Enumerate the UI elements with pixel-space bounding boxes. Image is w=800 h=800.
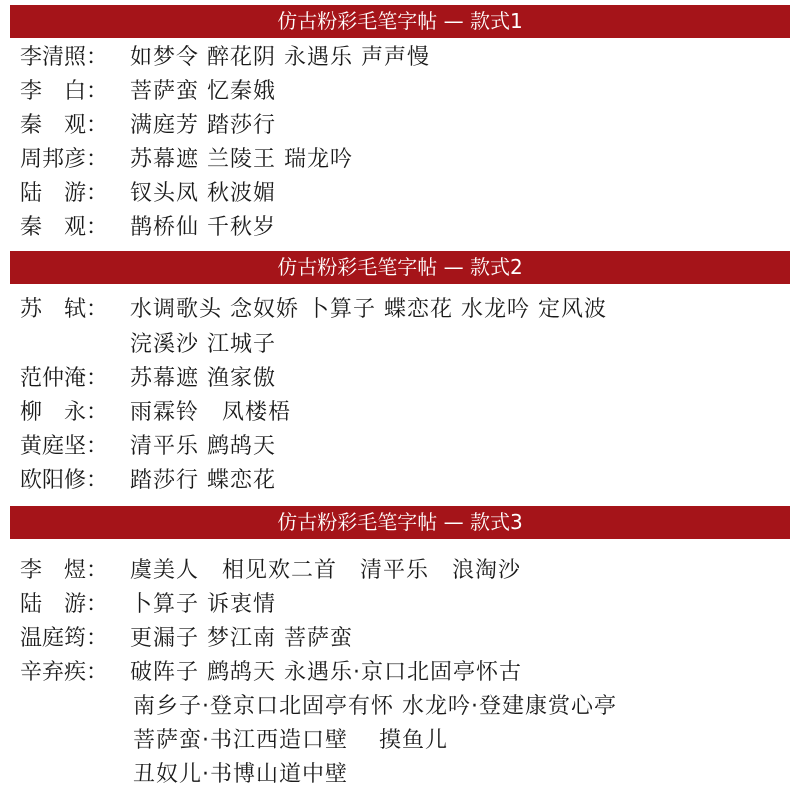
list-item <box>20 466 276 496</box>
list-item <box>20 213 276 243</box>
list-item <box>20 77 276 107</box>
section-3-header: 仿古粉彩毛笔字帖 — 款式3 <box>10 506 790 539</box>
list-item <box>20 111 276 141</box>
work-titles: 苏幕遮 渔家傲 <box>130 366 276 391</box>
work-titles-continued: 菩萨蛮·书江西造口壁 摸鱼儿 <box>133 728 448 753</box>
author-name: 周邦彦： <box>20 147 109 172</box>
list-item <box>20 145 353 175</box>
list-item <box>20 556 521 586</box>
author-name: 陆 游： <box>20 592 109 617</box>
work-titles-continued: 丑奴儿·书博山道中壁 <box>133 762 348 787</box>
work-titles: 雨霖铃 凤楼梧 <box>130 400 292 425</box>
list-item <box>20 43 430 73</box>
list-item <box>20 432 276 462</box>
author-name: 李清照： <box>20 45 109 70</box>
author-name: 秦 观： <box>20 113 109 138</box>
list-item <box>20 364 276 394</box>
work-titles: 卜算子 诉衷情 <box>130 592 276 617</box>
list-item <box>20 179 276 209</box>
list-item <box>20 624 353 654</box>
work-titles: 虞美人 相见欢二首 清平乐 浪淘沙 <box>130 558 522 583</box>
work-titles: 鹊桥仙 千秋岁 <box>130 215 276 240</box>
author-name: 黄庭坚： <box>20 434 109 459</box>
list-item <box>20 398 291 428</box>
author-name: 陆 游： <box>20 181 109 206</box>
author-name: 柳 永： <box>20 400 109 425</box>
author-name: 李 白： <box>20 79 109 104</box>
author-name: 秦 观： <box>20 215 109 240</box>
work-titles: 破阵子 鹧鸪天 永遇乐·京口北固亭怀古 <box>130 660 522 685</box>
work-titles: 水调歌头 念奴娇 卜算子 蝶恋花 水龙吟 定风波 <box>130 297 607 322</box>
author-name: 欧阳修： <box>20 468 109 493</box>
author-name: 范仲淹： <box>20 366 109 391</box>
work-titles: 如梦令 醉花阴 永遇乐 声声慢 <box>130 45 430 70</box>
work-titles-continued: 浣溪沙 江城子 <box>130 332 276 357</box>
work-titles-continued: 南乡子·登京口北固亭有怀 水龙吟·登建康赏心亭 <box>133 694 617 719</box>
author-name: 辛弃疾： <box>20 660 109 685</box>
work-titles: 钗头凤 秋波媚 <box>130 181 276 206</box>
author-name: 温庭筠： <box>20 626 109 651</box>
work-titles: 苏幕遮 兰陵王 瑞龙吟 <box>130 147 353 172</box>
list-item <box>20 295 607 325</box>
section-2-header: 仿古粉彩毛笔字帖 — 款式2 <box>10 251 790 284</box>
list-item <box>20 590 276 620</box>
section-1-header: 仿古粉彩毛笔字帖 — 款式1 <box>10 5 790 38</box>
author-name: 苏 轼： <box>20 297 109 322</box>
work-titles: 清平乐 鹧鸪天 <box>130 434 276 459</box>
work-titles: 满庭芳 踏莎行 <box>130 113 276 138</box>
list-item <box>20 658 522 688</box>
work-titles: 菩萨蛮 忆秦娥 <box>130 79 276 104</box>
work-titles: 更漏子 梦江南 菩萨蛮 <box>130 626 353 651</box>
author-name: 李 煜： <box>20 558 109 583</box>
work-titles: 踏莎行 蝶恋花 <box>130 468 276 493</box>
